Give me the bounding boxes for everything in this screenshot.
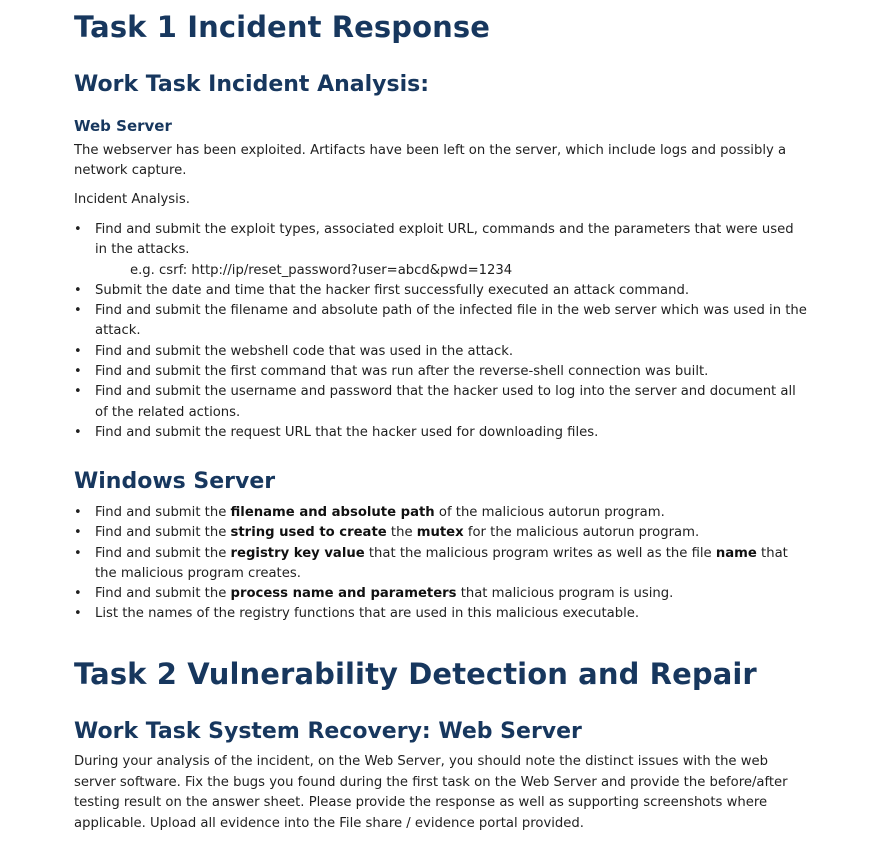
list-item: [74, 544, 809, 585]
list-item-text: Find and submit the username and password that the hacker used to log into the server and document all of the related actions.: [95, 384, 796, 420]
bullet-icon: •: [74, 303, 82, 319]
list-item-text-mid: that the malicious program writes as well as the file: [364, 545, 716, 561]
list-item-text-bold2: mutex: [416, 525, 464, 541]
list-item-text-bold: registry key value: [230, 545, 365, 561]
bullet-icon: •: [74, 525, 82, 541]
list-item-text-post: for the malicious autorun program.: [463, 525, 700, 541]
bullet-icon: •: [74, 606, 82, 622]
web-server-intro: The webserver has been exploited. Artifacts have been left on the server, which include logs and possibly a network capture.: [74, 143, 787, 178]
bullet-icon: •: [74, 384, 82, 400]
web-server-task-list: [74, 220, 809, 443]
list-item-text-bold: filename and absolute path: [230, 505, 435, 520]
list-item: [74, 281, 809, 301]
bullet-icon: •: [74, 222, 82, 237]
list-item: [74, 382, 809, 423]
list-item: [74, 342, 809, 362]
list-item-text: Find and submit the first command that was run after the reverse-shell connection was built.: [95, 364, 709, 380]
list-item-text-pre: Find and submit the: [95, 545, 231, 561]
web-server-heading: Web Server: [74, 117, 172, 135]
task2-title: Task 2 Vulnerability Detection and Repair: [74, 657, 757, 691]
list-item: [74, 423, 809, 443]
task2-body: During your analysis of the incident, on the Web Server, you should note the distinct issues with the web server software. Fix the bugs you found during the first task on the Web Server and provide the before/after testing result on the answer sheet. Please provide the response as well as supporting screenshots where applicable. Upload all evidence into the File share / evidence portal provided.: [74, 754, 788, 831]
list-item-text-pre: Find and submit the: [95, 586, 231, 602]
bullet-icon: •: [74, 545, 82, 561]
list-item-text-post: that the malicious program creates.: [95, 545, 788, 581]
list-item-text-pre: Find and submit the: [95, 525, 231, 541]
list-item: [74, 362, 809, 382]
example-url: e.g. csrf: http://ip/reset_password?user=abcd&pwd=1234: [130, 262, 513, 278]
bullet-icon: •: [74, 424, 82, 440]
list-item: [74, 503, 809, 523]
list-item-text-pre: Find and submit the: [95, 505, 231, 520]
list-item-text: Find and submit the filename and absolute path of the infected file in the web server which was used in the attack.: [95, 303, 807, 339]
list-item: [74, 584, 809, 604]
windows-server-task-list: [74, 503, 809, 625]
list-item-text-post: of the malicious autorun program.: [434, 505, 665, 520]
list-item: [74, 604, 809, 624]
incident-analysis-label: Incident Analysis.: [74, 192, 190, 207]
list-item-text-mid: the: [386, 525, 417, 541]
list-item-text-pre: List the names of the registry functions that are used in this malicious executable.: [95, 606, 640, 622]
list-item-text-bold: process name and parameters: [230, 586, 457, 602]
bullet-icon: •: [74, 586, 82, 602]
list-item: [74, 523, 809, 543]
bullet-icon: •: [74, 505, 82, 520]
task1-work-task-title: Work Task Incident Analysis:: [74, 72, 430, 97]
list-item-text-post: that malicious program is using.: [456, 586, 674, 602]
list-item: [74, 301, 809, 342]
bullet-icon: •: [74, 364, 82, 380]
list-item-text-bold: string used to create: [230, 525, 387, 541]
list-item-text: Find and submit the request URL that the hacker used for downloading files.: [95, 424, 599, 440]
bullet-icon: •: [74, 343, 82, 359]
windows-server-heading: Windows Server: [74, 469, 276, 494]
list-item-text: Submit the date and time that the hacker first successfully executed an attack command.: [95, 282, 690, 298]
list-item-text: Find and submit the webshell code that was used in the attack.: [95, 343, 514, 359]
list-item-text: Find and submit the exploit types, associated exploit URL, commands and the parameters that were used in the attacks.: [95, 222, 794, 258]
list-item: [74, 220, 809, 281]
list-item-text-bold2: name: [715, 545, 757, 561]
task2-work-task-title: Work Task System Recovery: Web Server: [74, 719, 582, 744]
bullet-icon: •: [74, 282, 82, 298]
task1-title: Task 1 Incident Response: [74, 10, 491, 44]
